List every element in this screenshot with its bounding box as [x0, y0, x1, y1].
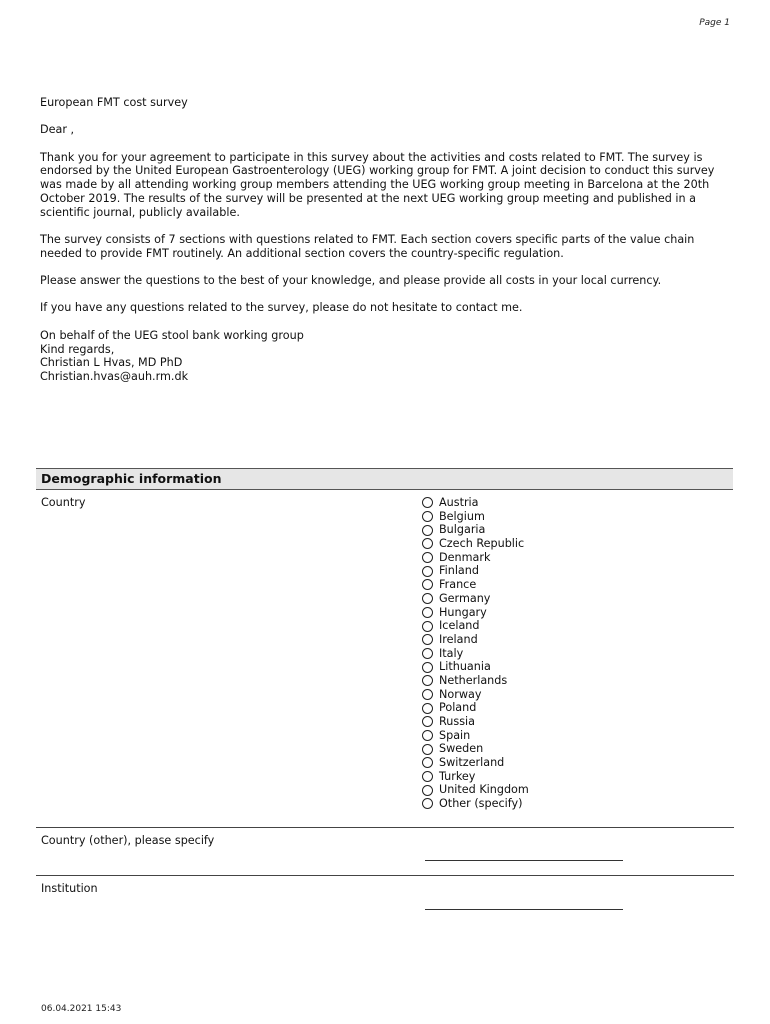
option-label: Bulgaria — [439, 523, 486, 537]
radio-button[interactable] — [422, 607, 433, 618]
country-other-label: Country (other), please specify — [41, 834, 215, 847]
signature-email: Christian.hvas@auh.rm.dk — [40, 369, 189, 383]
intro-paragraph: Thank you for your agreement to participate in this survey about the activities and costs related to FMT. The survey is endorsed by the United European Gastroenterology (UEG) working group for FMT. A joint decision to conduct this survey was made by all attending working group members attending the UEG working group meeting in Barcelona at the 20th October 2019. The results of the survey will be presented at the next UEG working group meeting and published in a scientific journal, publicly available. — [40, 150, 715, 219]
greeting: Dear , — [40, 123, 75, 137]
radio-button[interactable] — [422, 675, 433, 686]
intro-paragraph: Please answer the questions to the best of your knowledge, and please provide all costs in your local currency. — [40, 274, 662, 288]
radio-button[interactable] — [422, 703, 433, 714]
radio-button[interactable] — [422, 511, 433, 522]
option-label: Belgium — [439, 509, 485, 523]
country-option[interactable] — [422, 783, 529, 797]
radio-button[interactable] — [422, 689, 433, 700]
option-label: Netherlands — [439, 673, 508, 687]
country-option[interactable] — [422, 770, 529, 784]
radio-button[interactable] — [422, 525, 433, 536]
country-option[interactable] — [422, 797, 529, 811]
radio-button[interactable] — [422, 716, 433, 727]
option-label: Turkey — [439, 769, 476, 783]
intro-text — [40, 96, 732, 384]
option-label: Lithuania — [439, 660, 491, 674]
country-option[interactable] — [422, 633, 529, 647]
country-option[interactable] — [422, 564, 529, 578]
radio-button[interactable] — [422, 552, 433, 563]
country-option[interactable] — [422, 701, 529, 715]
institution-field[interactable] — [425, 909, 623, 910]
radio-button[interactable] — [422, 785, 433, 796]
option-label: Norway — [439, 687, 482, 701]
radio-button[interactable] — [422, 648, 433, 659]
option-label: Sweden — [439, 742, 484, 756]
divider — [36, 875, 734, 876]
option-label: Switzerland — [439, 756, 505, 770]
signature-line: Christian L Hvas, MD PhD — [40, 356, 183, 370]
signature-line: On behalf of the UEG stool bank working group — [40, 328, 304, 342]
option-label: Other (specify) — [439, 797, 523, 811]
radio-button[interactable] — [422, 497, 433, 508]
footer-timestamp: 06.04.2021 15:43 — [41, 1004, 122, 1014]
country-option[interactable] — [422, 578, 529, 592]
option-label: United Kingdom — [439, 783, 529, 797]
option-label: Spain — [439, 728, 471, 742]
section-header-demographic: Demographic information — [36, 468, 733, 490]
option-label: Hungary — [439, 605, 487, 619]
option-label: Ireland — [439, 632, 478, 646]
country-option[interactable] — [422, 660, 529, 674]
country-option[interactable] — [422, 523, 529, 537]
radio-button[interactable] — [422, 566, 433, 577]
option-label: Poland — [439, 701, 477, 715]
country-option[interactable] — [422, 537, 529, 551]
country-option[interactable] — [422, 619, 529, 633]
intro-paragraph: The survey consists of 7 sections with questions related to FMT. Each section covers specific parts of the value chain needed to provide FMT routinely. An additional section covers the country-specific regulation. — [40, 232, 695, 260]
option-label: Denmark — [439, 550, 491, 564]
option-label: Iceland — [439, 619, 480, 633]
option-label: Russia — [439, 715, 475, 728]
divider — [36, 827, 734, 828]
country-option[interactable] — [422, 756, 529, 770]
survey-title: European FMT cost survey — [40, 96, 188, 109]
option-label: Austria — [439, 496, 479, 509]
country-option[interactable] — [422, 674, 529, 688]
radio-button[interactable] — [422, 579, 433, 590]
radio-button[interactable] — [422, 621, 433, 632]
country-option[interactable] — [422, 729, 529, 743]
page-number: Page 1 — [699, 18, 730, 28]
country-option[interactable] — [422, 496, 529, 510]
country-option[interactable] — [422, 551, 529, 565]
radio-button[interactable] — [422, 662, 433, 673]
country-other-field[interactable] — [425, 860, 623, 861]
country-option[interactable] — [422, 742, 529, 756]
country-option[interactable] — [422, 592, 529, 606]
radio-button[interactable] — [422, 634, 433, 645]
country-option[interactable] — [422, 688, 529, 702]
radio-button[interactable] — [422, 744, 433, 755]
radio-button[interactable] — [422, 771, 433, 782]
option-label: Finland — [439, 564, 479, 578]
radio-button[interactable] — [422, 757, 433, 768]
option-label: Czech Republic — [439, 537, 525, 551]
radio-button[interactable] — [422, 798, 433, 809]
radio-button[interactable] — [422, 593, 433, 604]
country-label: Country — [41, 496, 86, 509]
institution-label: Institution — [41, 882, 98, 895]
country-option[interactable] — [422, 510, 529, 524]
intro-paragraph: If you have any questions related to the survey, please do not hesitate to contact me. — [40, 301, 523, 315]
signature-line: Kind regards, — [40, 342, 115, 356]
country-option[interactable] — [422, 606, 529, 620]
country-radio-group — [422, 496, 529, 811]
option-label: Germany — [439, 591, 491, 605]
option-label: Italy — [439, 646, 464, 660]
country-option[interactable] — [422, 647, 529, 661]
radio-button[interactable] — [422, 538, 433, 549]
option-label: France — [439, 578, 477, 592]
country-option[interactable] — [422, 715, 529, 729]
radio-button[interactable] — [422, 730, 433, 741]
